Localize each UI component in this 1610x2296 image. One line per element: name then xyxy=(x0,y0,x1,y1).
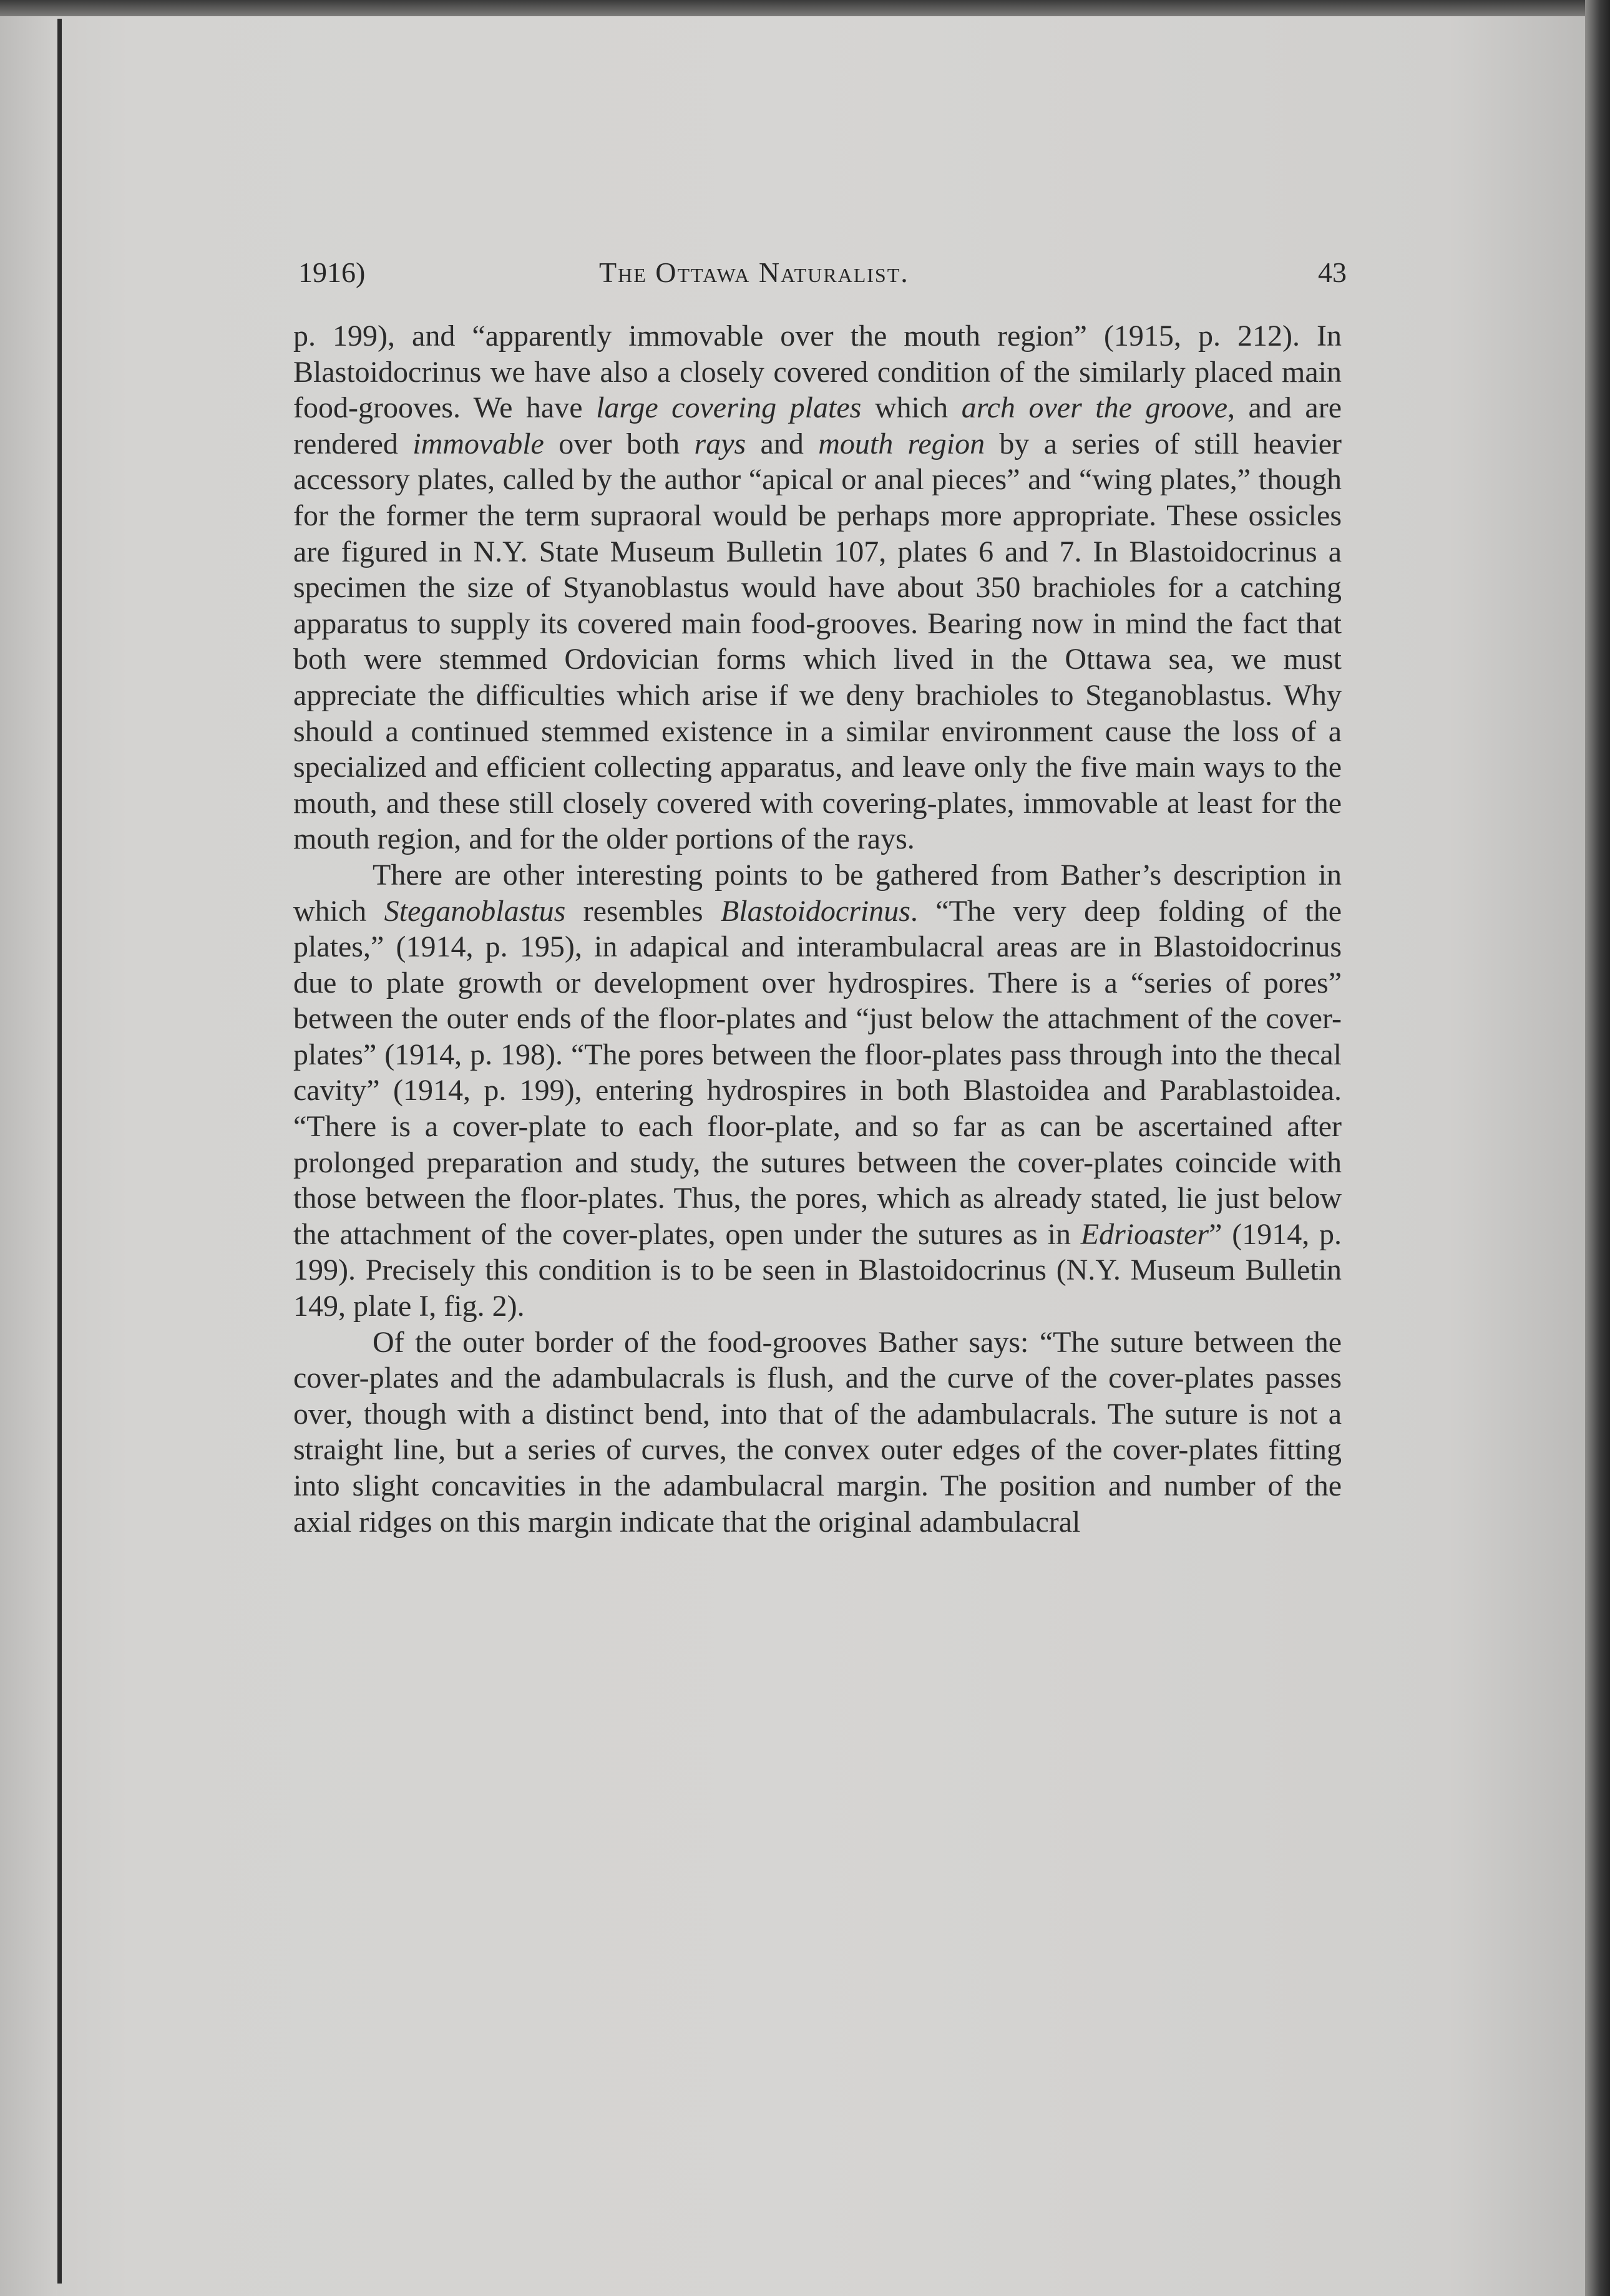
body-text xyxy=(293,318,1342,1540)
text-run: resembles xyxy=(565,894,721,928)
binding-edge xyxy=(57,19,62,2284)
text-run: over both xyxy=(544,427,695,460)
text-run: . “The very deep folding of the plates,” (1914, p. 195), in adapical and interambulacral areas are in Blastoidocrinus due to plate growth or development over hydrospires. There is a “series of pores” between the outer ends of the floor-plates and “just below the attachment of the cover-plates” (1914, p. 198). “The pores between the floor-plates pass through into the thecal cavity” (1914, p. 199), entering hydrospires in both Blastoidea and Parablastoidea. “There is a cover-plate to each floor-plate, and so far as can be ascertained after prolonged preparation and study, the sutures between the cover-plates coincide with those between the floor-plates. Thus, the pores, which as already stated, lie just below the attachment of the cover-plates, open under the sutures as in xyxy=(293,894,1342,1251)
right-edge-shadow xyxy=(1585,0,1610,2296)
text-run: There are other interesting points to be gathered from Bather’s description in which xyxy=(293,858,1342,928)
running-head-title: The Ottawa Naturalist. xyxy=(599,256,909,288)
running-head-year: 1916) xyxy=(298,256,366,288)
text-run: p. 199), and “apparently immovable over the mouth region” (1915, p. 212). In Blastoidocrinus we have also a closely covered condition of the similarly placed main food-grooves. We have xyxy=(293,319,1342,425)
italic-run: rays xyxy=(694,427,746,460)
italic-run: mouth region xyxy=(818,427,985,460)
page-number: 43 xyxy=(1318,256,1347,288)
italic-run: Steganoblastus xyxy=(384,894,566,928)
italic-run: Blastoidocrinus xyxy=(720,894,910,928)
text-run: which xyxy=(861,391,962,425)
paragraph-2 xyxy=(293,857,1342,1325)
text-run: and xyxy=(746,427,819,460)
italic-run: Edrioaster xyxy=(1080,1217,1209,1251)
paragraph-3 xyxy=(293,1325,1342,1540)
text-run: by a series of still heavier accessory plates, called by the author “apical or anal pieces” and “wing plates,” though for the former the term supraoral would be perhaps more appropriate. These ossicles are figured in N.Y. State Museum Bulletin 107, plates 6 and 7. In Blastoidocrinus a specimen the size of Styanoblastus would have about 350 brachioles for a catching apparatus to supply its covered main food-grooves. Bearing now in mind the fact that both were stemmed Ordovician forms which lived in the Ottawa sea, we must appreciate the difficulties which arise if we deny brachioles to Steganoblastus. Why should a continued stemmed existence in a similar environment cause the loss of a specialized and efficient collecting apparatus, and leave only the five main ways to the mouth, and these still closely covered with covering-plates, immovable at least for the mouth region, and for the older portions of the rays. xyxy=(293,427,1342,856)
text-run: ” (1914, p. 199). Precisely this condition is to be seen in Blastoidocrinus (N.Y. Museum Bulletin 149, plate I, fig. 2). xyxy=(293,1217,1342,1323)
binding-shadow xyxy=(0,0,57,2296)
italic-run: arch over the groove xyxy=(961,391,1227,425)
running-head xyxy=(298,256,1347,299)
text-run: Of the outer border of the food-grooves Bather says: “The suture between the cover-plates and the adambulacrals is flush, and the curve of the cover-plates passes over, though with a distinct bend, into that of the adambulacrals. The suture is not a straight line, but a series of curves, the convex outer edges of the cover-plates fitting into slight concavities in the adambulacral margin. The position and number of the axial ridges on this margin indicate that the original adambulacral xyxy=(293,1325,1342,1539)
italic-run: large covering plates xyxy=(596,391,862,425)
text-run: , and are rendered xyxy=(293,391,1342,460)
top-edge-shadow xyxy=(0,0,1610,16)
italic-run: immovable xyxy=(412,427,544,460)
paragraph-1 xyxy=(293,318,1342,857)
